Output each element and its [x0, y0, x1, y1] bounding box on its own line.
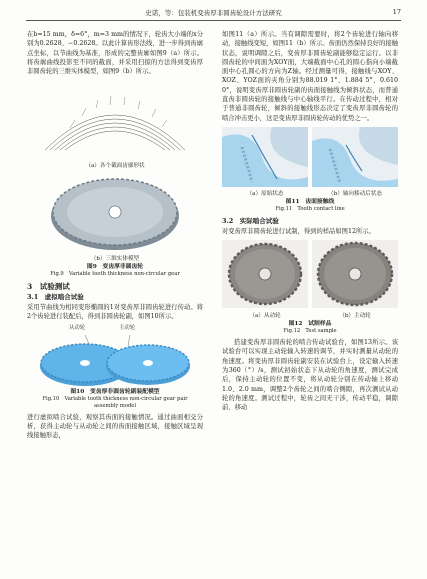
paragraph: 对变齿厚非圆齿轮进行试制，得到的样品如图12所示。 — [222, 228, 375, 236]
driver-gear-label: 主动轮 — [119, 324, 136, 331]
subsection-heading: 3.2 实际啮合试验 — [222, 216, 279, 225]
page-number: 17 — [392, 8, 401, 16]
paragraph: 采用节曲线为相同变形椭圆的1对变齿厚非圆齿轮进行传动。将2个齿轮进行装配后，得到非圆齿轮副，如图10所示。 — [27, 304, 203, 321]
paragraph: 如图11（a）所示。当有调隙需要时，将2个齿轮进行轴向移动，接触线变短，如图11（b）所示。齿面仍然保持良好的接触状态，说明调隙之后，变齿厚非圆齿轮副能够稳定运行。以非圆齿轮的中间面为XOY面，大端截面中心孔的圆心指向小端截面中心孔圆心的方向为Z轴。经过测量可得，接触线与XOY、XOZ、YOZ面的夹角分别为88.019 1°、1.884 5°、0.610 0°，说明变齿厚非圆齿轮副的齿面接触线为倾斜状态，而普通直齿非圆齿轮的接触线与中心轴线平行。在传动过程中，相对于普通非圆齿轮，倾斜的接触线形态决定了变齿厚非圆齿轮的啮合冲击更小，这是变齿厚非圆齿轮传动的优势之一。 — [222, 31, 398, 122]
paragraph: 在b=15 mm，δ=6°，m=3 mm的情况下，轮齿大小端的x分别为0.2628、−0.2628。以此计算齿形法线，进一步得到齿廓点坐标，以节曲线为基准，形成的完整齿廓如图9（a）所示。将齿廓曲线投影至不同的截面，并采用扫掠的方法得到变齿厚非圆齿轮的三维实体模型，如图9（b）所示。 — [27, 31, 203, 76]
figure-title-en: Fig.11 Tooth contact line — [275, 206, 345, 213]
figure-12b — [312, 240, 398, 319]
figure-12 — [222, 240, 398, 319]
contact-line-original-image — [222, 127, 308, 187]
contact-line-moved-image — [312, 127, 398, 187]
figure-title: 图9 变齿厚非圆齿轮 — [86, 264, 144, 271]
subsection-heading: 3.1 虚拟啮合试验 — [27, 292, 84, 301]
running-header — [26, 8, 401, 20]
right-column — [222, 30, 398, 413]
section-heading: 3 试验测试 — [27, 281, 70, 291]
figure-title-en: Fig.9 Variable tooth thickness non-circular gear — [50, 271, 180, 278]
figure-11 — [222, 127, 398, 198]
figure-caption: （b）三维实体模型 — [90, 256, 140, 263]
figure-title: 图10 变齿厚非圆齿轮副装配模型 — [70, 388, 160, 395]
figure-11b — [312, 127, 398, 198]
figure-caption: （a）从动轮 — [249, 312, 281, 319]
figure-caption: （a）各个截面齿廓形状 — [85, 162, 145, 169]
header-rule — [26, 20, 401, 21]
driven-gear-photo — [222, 240, 308, 308]
figure-9a — [27, 80, 203, 169]
driven-gear-label: 从动轮 — [69, 324, 86, 331]
header-title: 史诺，等：包装机变齿厚非圆齿轮设计方法研究 — [145, 9, 282, 17]
figure-caption: （a）原始状态 — [246, 191, 284, 198]
figure-title: 图12 试制样品 — [288, 320, 332, 327]
figure-11a — [222, 127, 308, 198]
gear-profile-lines-image — [40, 80, 190, 158]
paragraph: 进行虚拟啮合试验，观察其齿面的接触情况。通过曲面相交分析，获得主动轮与从动轮之间的齿面接触区域，接触区域呈现线接触形态， — [27, 413, 203, 440]
figure-9b — [27, 172, 203, 279]
paragraph: 搭建变齿厚非圆齿轮的啮合传动试验台，如图13所示。该试验台可以实现主动轮输入转速的调节，并实时测量从动轮的角速度。将变齿厚非圆齿轮副安装在试验台上，设定输入转速为360（°）/s，测试初始状态下从动轮的角速度，测试完成后，保持主动轮的位置不变，将从动轮分别在传动轴上移动1.0、2.0 mm，调整2个齿轮之间的啮合侧隙，再次测试从动轮的角速度。测试过程中，轮齿之间无干涉，传动平稳，调隙前、移动 — [222, 339, 398, 412]
driver-gear-photo — [312, 240, 398, 308]
figure-caption: （b）主动轮 — [339, 312, 371, 319]
figure-title-en: assembly model — [93, 403, 137, 410]
gear-3d-model-image — [45, 172, 185, 252]
figure-10 — [27, 324, 203, 388]
figure-title-en: Fig.12 Test sample — [283, 327, 337, 334]
left-column — [27, 30, 203, 441]
figure-caption: （b）轴向移动后状态 — [328, 191, 382, 198]
gear-pair-assembly-image — [30, 332, 200, 388]
figure-title-en: Fig.10 Variable tooth thickness non-circular gear pair — [42, 395, 188, 402]
figure-12a — [222, 240, 308, 319]
figure-title: 图11 齿面接触线 — [285, 199, 335, 206]
